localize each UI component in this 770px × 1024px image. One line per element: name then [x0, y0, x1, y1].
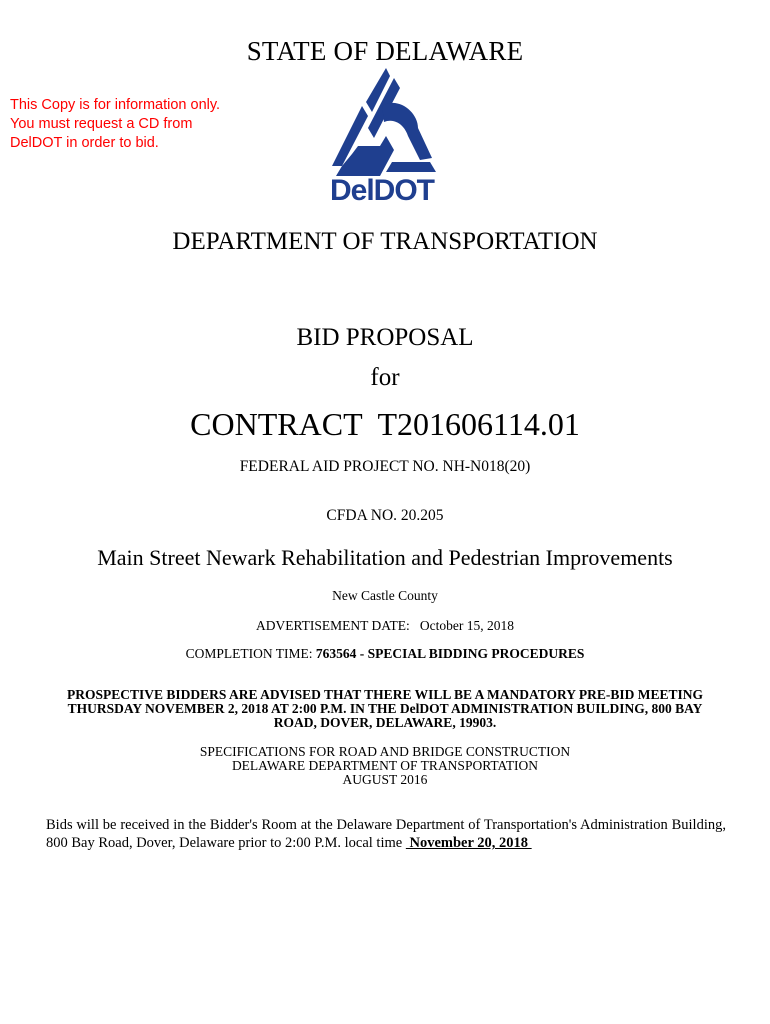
prebid-meeting-notice [0, 688, 770, 730]
specifications-reference [0, 745, 770, 787]
state-title: STATE OF DELAWARE [246, 36, 524, 66]
info-note-line-1: This Copy is for information only. [10, 97, 221, 113]
completion-time-label: COMPLETION TIME: [185, 646, 316, 661]
bid-due-date: November 20, 2018 [405, 835, 532, 851]
bids-received-text: Bids will be received in the Bidder's Room at the Delaware Department of Transportation's Administration Building, 800 Bay Road, Dover, Delaware prior to 2:00 P.M. local time [46, 817, 726, 851]
for-word: for [370, 364, 400, 391]
department-title: DEPARTMENT OF TRANSPORTATION [172, 228, 598, 255]
cfda-number: CFDA NO. 20.205 [326, 507, 444, 524]
federal-aid-project: FEDERAL AID PROJECT NO. NH-N018(20) [239, 458, 531, 475]
prebid-line-3: ROAD, DOVER, DELAWARE, 19903. [273, 715, 497, 730]
specs-line-1: SPECIFICATIONS FOR ROAD AND BRIDGE CONSTRUCTION [199, 744, 571, 759]
specs-line-3: AUGUST 2016 [342, 772, 428, 787]
info-note-line-3: DelDOT in order to bid. [10, 135, 159, 151]
completion-time-value: 763564 - SPECIAL BIDDING PROCEDURES [315, 646, 585, 661]
info-note-line-2: You must request a CD from [10, 116, 193, 132]
information-only-note [10, 96, 220, 153]
deldot-logo [322, 66, 442, 206]
bids-received-paragraph [46, 816, 726, 852]
county: New Castle County [332, 588, 438, 603]
prebid-line-2: THURSDAY NOVEMBER 2, 2018 AT 2:00 P.M. IN THE DelDOT ADMINISTRATION BUILDING, 800 BAY [67, 701, 703, 716]
prebid-line-1: PROSPECTIVE BIDDERS ARE ADVISED THAT THERE WILL BE A MANDATORY PRE-BID MEETING [66, 687, 704, 702]
deldot-triangle-mark [332, 68, 436, 176]
deldot-logo-text: DelDOT [329, 174, 435, 206]
completion-time [0, 646, 770, 662]
contract-number: CONTRACT T201606114.01 [190, 406, 580, 442]
specs-line-2: DELAWARE DEPARTMENT OF TRANSPORTATION [231, 758, 539, 773]
advertisement-date: ADVERTISEMENT DATE: October 15, 2018 [255, 618, 515, 633]
project-title: Main Street Newark Rehabilitation and Pedestrian Improvements [97, 545, 673, 570]
bid-proposal-title: BID PROPOSAL [296, 324, 474, 351]
